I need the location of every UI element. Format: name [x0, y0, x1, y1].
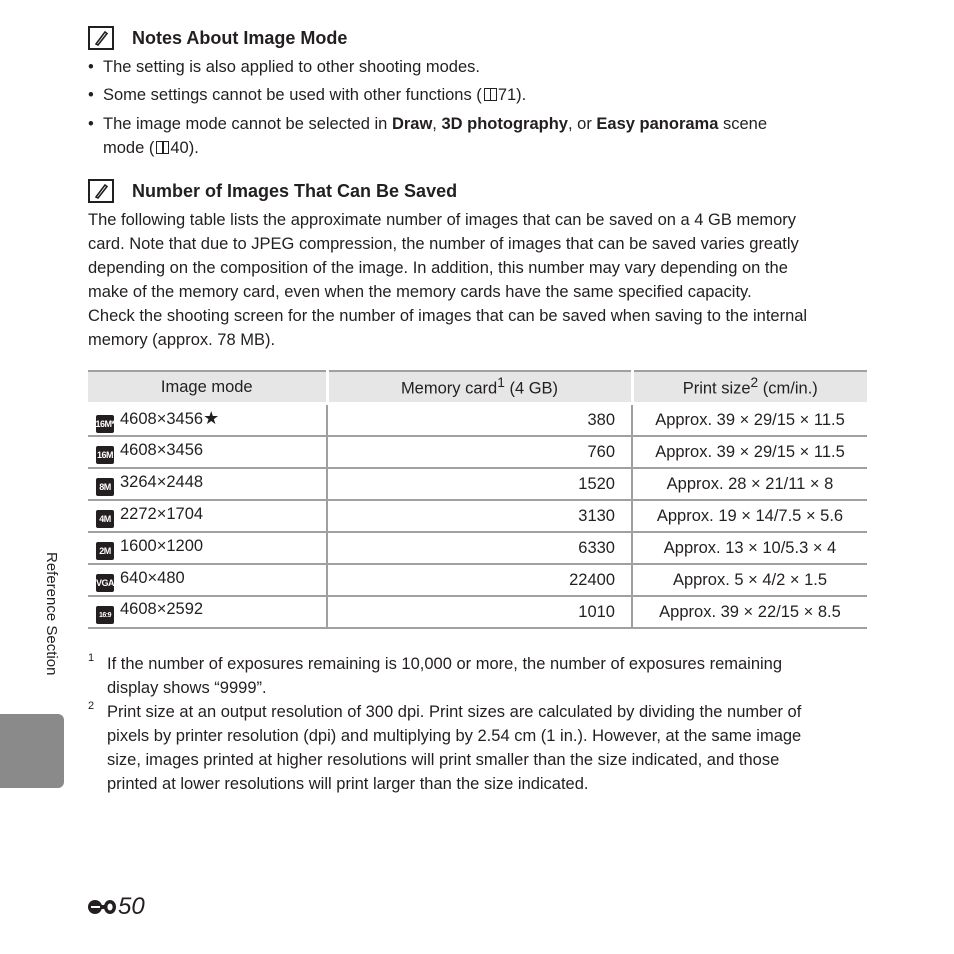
- note-title: Notes About Image Mode: [132, 27, 348, 48]
- card-cell: 380: [327, 404, 632, 437]
- mode-cell: 16:9 4608×2592: [88, 596, 327, 628]
- body-paragraph: The following table lists the approximate number of images that can be saved on a 4 GB memory card. Note that due to JPEG compression, the number of images that can be saved varies greatly depending on the composition of the image. In addition, this number may vary depending on the make of the memory card, even when the memory cards have the same specified capacity. Check the shooting screen for the number of images that can be saved when saving to the internal memory (approx. 78 MB).: [88, 211, 808, 349]
- card-cell: 760: [327, 436, 632, 468]
- mode-cell: 8M 3264×2448: [88, 468, 327, 500]
- pencil-note-icon: [88, 26, 114, 50]
- pencil-note-icon: [88, 179, 114, 203]
- print-cell: Approx. 39 × 29/15 × 11.5: [632, 436, 867, 468]
- header-memory-card: Memory card$^1$ (4 GB): [327, 371, 632, 404]
- image-mode-4m-icon: 4M: [96, 510, 114, 528]
- image-mode-16m-star-icon: 16M*: [96, 415, 114, 433]
- table-header-row: [88, 371, 867, 404]
- mode-cell: 16M 4608×3456: [88, 436, 327, 468]
- card-cell: 1520: [327, 468, 632, 500]
- table-row: [88, 436, 867, 468]
- table-row: [88, 468, 867, 500]
- table-row: [88, 500, 867, 532]
- bullet-item: • Some settings cannot be used with other functions ( 71).: [88, 86, 527, 104]
- footnote-2: 2 Print size at an output resolution of 300 dpi. Print sizes are calculated by dividing the number of pixels by printer resolution (dpi) and multiplying by 2.54 cm (1 in.). However, at the same image size, images printed at higher resolutions will print smaller than the size indicated, and those printed at lower resolutions will print larger than the size indicated.: [88, 700, 802, 793]
- print-cell: Approx. 13 × 10/5.3 × 4: [632, 532, 867, 564]
- print-cell: Approx. 28 × 21/11 × 8: [632, 468, 867, 500]
- card-cell: 6330: [327, 532, 632, 564]
- mode-cell: VGA 640×480: [88, 564, 327, 596]
- table-row: [88, 596, 867, 628]
- note-heading-images-saved: [88, 178, 457, 204]
- table-row: [88, 532, 867, 564]
- page-number: 50: [87, 893, 145, 921]
- book-reference-icon: [484, 88, 497, 101]
- image-mode-vga-icon: VGA: [96, 574, 114, 592]
- note-heading-image-mode: [88, 25, 347, 51]
- footnote-1: 1 If the number of exposures remaining is 10,000 or more, the number of exposures remaining display shows “9999”.: [88, 652, 783, 697]
- print-cell: Approx. 19 × 14/7.5 × 5.6: [632, 500, 867, 532]
- image-mode-16-9-icon: 16:9: [96, 606, 114, 624]
- section-tab: [0, 714, 64, 788]
- header-image-mode: Image mode: [88, 371, 327, 404]
- image-mode-2m-icon: 2M: [96, 542, 114, 560]
- section-side-label: Reference Section: [43, 552, 60, 676]
- mode-cell: 16M* 4608×3456★: [88, 404, 327, 437]
- card-cell: 3130: [327, 500, 632, 532]
- bullet-item: • The image mode cannot be selected in Draw, 3D photography, or Easy panorama scene mode ( 40).: [88, 115, 768, 157]
- image-mode-8m-icon: 8M: [96, 478, 114, 496]
- card-cell: 22400: [327, 564, 632, 596]
- table-row: [88, 564, 867, 596]
- note-title: Number of Images That Can Be Saved: [132, 180, 458, 201]
- print-cell: Approx. 39 × 22/15 × 8.5: [632, 596, 867, 628]
- star-icon: ★: [203, 407, 220, 428]
- print-cell: Approx. 5 × 4/2 × 1.5: [632, 564, 867, 596]
- header-print-size: Print size$^2$ (cm/in.): [632, 371, 867, 404]
- book-reference-icon: [156, 141, 169, 154]
- print-cell: Approx. 39 × 29/15 × 11.5: [632, 404, 867, 437]
- table-row: [88, 404, 867, 437]
- bullet-item: • The setting is also applied to other shooting modes.: [88, 58, 480, 76]
- image-mode-16m-icon: 16M: [96, 446, 114, 464]
- card-cell: 1010: [327, 596, 632, 628]
- mode-cell: 4M 2272×1704: [88, 500, 327, 532]
- reference-section-e-icon: [87, 898, 117, 916]
- mode-cell: 2M 1600×1200: [88, 532, 327, 564]
- images-saved-table: [88, 370, 867, 629]
